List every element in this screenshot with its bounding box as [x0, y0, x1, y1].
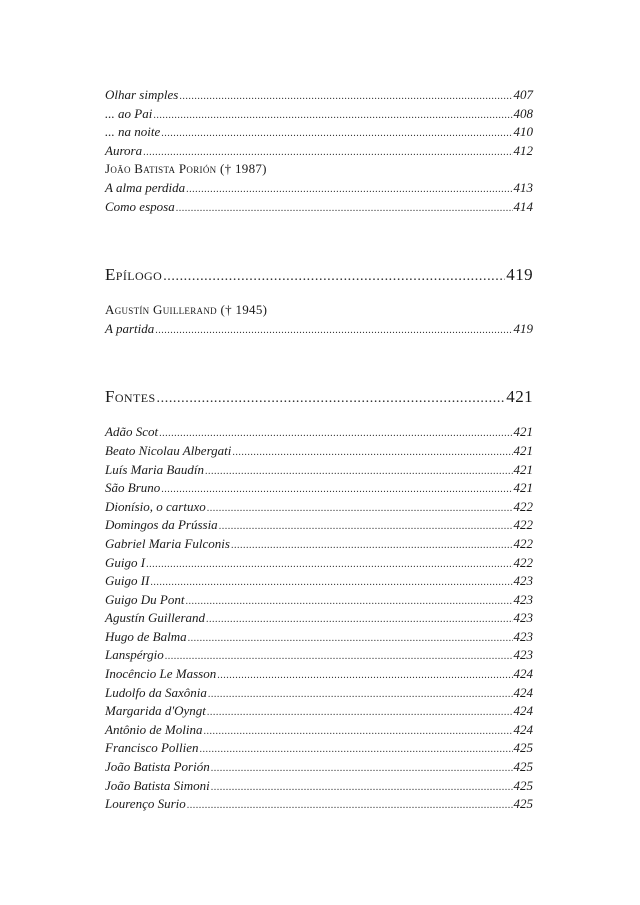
toc-entry-page: 407 — [513, 87, 533, 102]
toc-entry-page: 413 — [513, 179, 533, 195]
toc-entry[interactable] — [105, 461, 533, 480]
dot-leader — [150, 574, 512, 593]
toc-entry-title: Dionísio, o cartuxo — [105, 498, 206, 514]
toc-entry-page: 421 — [513, 442, 533, 458]
toc-entry-title: Lourenço Surio — [105, 796, 186, 812]
dot-leader — [211, 779, 513, 798]
toc-entry[interactable] — [105, 320, 533, 339]
toc-entry[interactable] — [105, 198, 533, 217]
toc-entry-page: 422 — [513, 498, 533, 514]
fontes-list — [105, 423, 533, 813]
section-title: Epílogo — [105, 265, 163, 285]
dot-leader — [161, 125, 512, 144]
section-heading-fontes[interactable] — [105, 382, 533, 412]
toc-entry[interactable] — [105, 702, 533, 721]
toc-entry[interactable] — [105, 105, 533, 124]
toc-entry[interactable] — [105, 591, 533, 610]
toc-entry-title: Margarida d'Oyngt — [105, 703, 206, 719]
toc-entry[interactable] — [105, 86, 533, 105]
toc-entry-page: 423 — [513, 591, 533, 607]
toc-entry-page: 412 — [513, 142, 533, 158]
toc-entry-title: Guigo I — [105, 554, 146, 570]
dot-leader — [161, 481, 512, 500]
toc-entry-title: Agustín Guillerand — [105, 610, 206, 626]
dot-leader — [187, 797, 513, 816]
dot-leader — [207, 704, 513, 723]
dot-leader — [165, 648, 513, 667]
dot-leader — [155, 322, 512, 341]
toc-entry[interactable] — [105, 423, 533, 442]
toc-entry-page: 421 — [513, 424, 533, 440]
toc-entry-title: Beato Nicolau Albergati — [105, 442, 232, 458]
toc-entry-page: 423 — [513, 573, 533, 589]
dot-leader — [231, 537, 513, 556]
toc-entry-title: Luís Maria Baudín — [105, 461, 204, 477]
toc-entry[interactable] — [105, 442, 533, 461]
author-heading-porion: João Batista Porión († 1987) — [105, 161, 267, 177]
toc-entry-title: A partida — [105, 320, 155, 336]
toc-entry-title: ... na noite — [105, 124, 161, 140]
toc-entry-page: 425 — [513, 796, 533, 812]
toc-entry[interactable] — [105, 142, 533, 161]
author-heading-guillerand: Agustín Guillerand († 1945) — [105, 302, 268, 318]
toc-entry[interactable] — [105, 479, 533, 498]
dot-leader — [200, 741, 513, 760]
toc-entry-title: A alma perdida — [105, 179, 186, 195]
toc-entry[interactable] — [105, 572, 533, 591]
toc-entry[interactable] — [105, 535, 533, 554]
dot-leader — [188, 630, 513, 649]
section-heading-epilogo[interactable] — [105, 260, 533, 290]
toc-entry-page: 424 — [513, 666, 533, 682]
dot-leader — [217, 667, 512, 686]
dot-leader — [186, 181, 512, 200]
dot-leader — [185, 593, 512, 612]
toc-entry[interactable] — [105, 516, 533, 535]
toc-entry-title: Hugo de Balma — [105, 628, 187, 644]
toc-entry[interactable] — [105, 758, 533, 777]
toc-entry-page: 421 — [513, 461, 533, 477]
dot-leader — [204, 723, 513, 742]
dot-leader — [146, 556, 512, 575]
toc-entry[interactable] — [105, 498, 533, 517]
dot-leader — [211, 760, 513, 779]
section-page: 419 — [506, 265, 533, 285]
toc-entry[interactable] — [105, 554, 533, 573]
toc-entry-title: João Batista Simoni — [105, 777, 210, 793]
toc-entry-page: 408 — [513, 105, 533, 121]
toc-entry-title: João Batista Porión — [105, 759, 210, 775]
toc-entry-title: Adão Scot — [105, 424, 159, 440]
toc-entry-page: 425 — [513, 740, 533, 756]
toc-entry-title: Guigo II — [105, 573, 150, 589]
toc-entry-title: Gabriel Maria Fulconis — [105, 535, 230, 551]
toc-entry-page: 423 — [513, 647, 533, 663]
toc-entry[interactable] — [105, 646, 533, 665]
dot-leader — [153, 107, 512, 126]
toc-entry-page: 423 — [513, 628, 533, 644]
dot-leader — [208, 686, 513, 705]
toc-entry-page: 423 — [513, 610, 533, 626]
toc-entry[interactable] — [105, 777, 533, 796]
toc-entry-page: 424 — [513, 684, 533, 700]
toc-entry[interactable] — [105, 739, 533, 758]
toc-entry-page: 424 — [513, 721, 533, 737]
toc-entry-title: Aurora — [105, 142, 143, 158]
dot-leader — [179, 88, 512, 107]
toc-group-top — [105, 86, 533, 160]
toc-entry-title: ... ao Pai — [105, 105, 153, 121]
toc-entry[interactable] — [105, 665, 533, 684]
toc-entry-title: São Bruno — [105, 480, 161, 496]
toc-entry[interactable] — [105, 684, 533, 703]
dot-leader — [206, 611, 512, 630]
dot-leader — [163, 262, 505, 292]
toc-entry-page: 422 — [513, 535, 533, 551]
spacer — [105, 216, 533, 260]
dot-leader — [207, 500, 513, 519]
toc-entry-page: 425 — [513, 759, 533, 775]
toc-entry-page: 422 — [513, 517, 533, 533]
dot-leader — [232, 444, 512, 463]
toc-entry-page: 419 — [513, 320, 533, 336]
dot-leader — [176, 200, 513, 219]
toc-entry-page: 422 — [513, 554, 533, 570]
toc-entry-title: Como esposa — [105, 198, 175, 214]
toc-entry-title: Guigo Du Pont — [105, 591, 185, 607]
dot-leader — [157, 384, 506, 414]
toc-entry-page: 425 — [513, 777, 533, 793]
toc-entry[interactable] — [105, 628, 533, 647]
toc-entry-page: 424 — [513, 703, 533, 719]
toc-entry[interactable] — [105, 123, 533, 142]
section-page: 421 — [506, 387, 533, 407]
toc-entry[interactable] — [105, 795, 533, 814]
table-of-contents — [105, 86, 533, 814]
toc-entry-title: Lanspérgio — [105, 647, 164, 663]
toc-entry-page: 410 — [513, 124, 533, 140]
dot-leader — [219, 518, 513, 537]
toc-entry-page: 414 — [513, 198, 533, 214]
toc-entry-title: Francisco Pollien — [105, 740, 199, 756]
spacer — [105, 338, 533, 382]
toc-entry-title: Ludolfo da Saxônia — [105, 684, 207, 700]
section-title: Fontes — [105, 387, 156, 407]
toc-entry[interactable] — [105, 721, 533, 740]
toc-entry[interactable] — [105, 609, 533, 628]
dot-leader — [205, 463, 513, 482]
toc-entry-title: Domingos da Prússia — [105, 517, 218, 533]
toc-entry-page: 421 — [513, 480, 533, 496]
toc-entry[interactable] — [105, 179, 533, 198]
toc-entry-title: Olhar simples — [105, 87, 179, 102]
toc-entry-title: Antônio de Molina — [105, 721, 203, 737]
toc-entry-title: Inocêncio Le Masson — [105, 666, 217, 682]
